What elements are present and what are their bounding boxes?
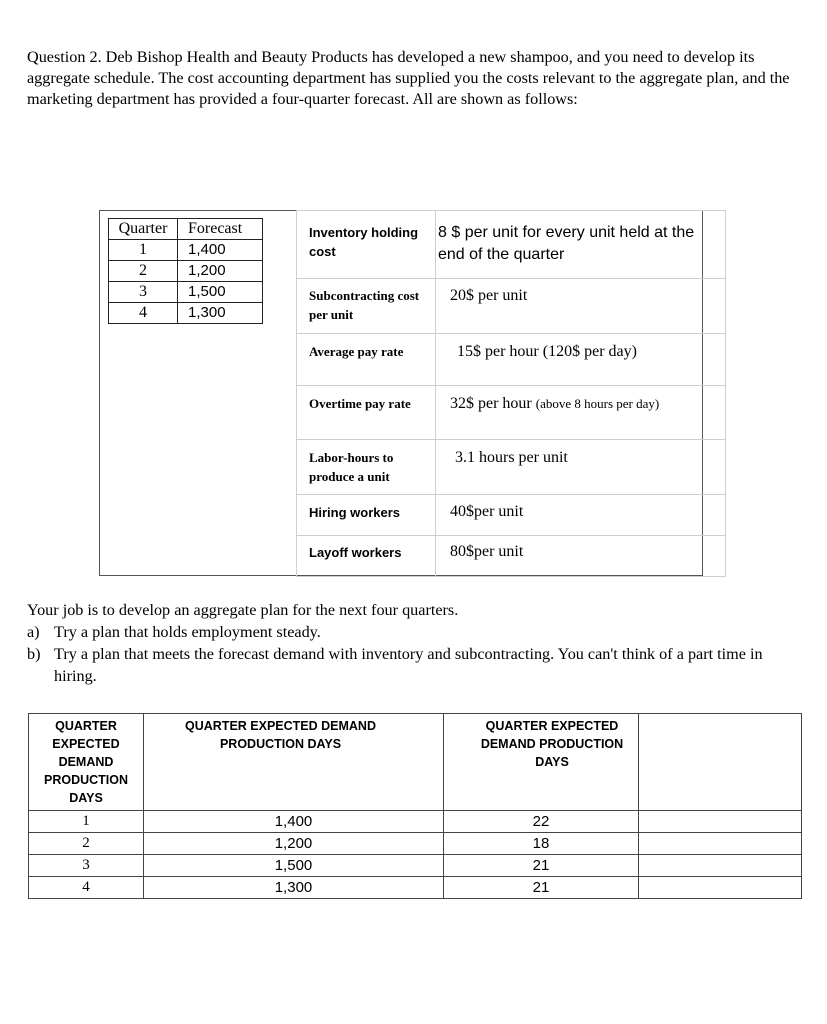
forecast-cell: 1,300 [178, 303, 263, 324]
question-text: Question 2. Deb Bishop Health and Beauty Products has developed a new shampoo, and you need to develop its aggregate schedule. The cost accounting department has supplied you the costs relevant to the aggregate plan, and the marketing department has provided a four-quarter forecast. All are shown as follows: [27, 48, 790, 108]
column-header: QUARTER EXPECTED DEMAND PRODUCTION DAYS [144, 714, 444, 811]
table-row [297, 279, 726, 334]
table-row [297, 440, 726, 495]
cost-value [436, 386, 726, 440]
table-row [297, 211, 726, 279]
quarter-header: Quarter [109, 219, 178, 240]
table-row [297, 334, 726, 386]
cost-value: 8 $ per unit for every unit held at the end of the quarter [436, 211, 726, 279]
quarter-cell: 1 [109, 240, 178, 261]
empty-cell [639, 811, 802, 833]
forecast-header: Forecast [178, 219, 263, 240]
production-days-table [28, 713, 802, 899]
table-row [29, 811, 802, 833]
table-row [109, 261, 263, 282]
days-cell: 21 [444, 877, 639, 899]
days-cell: 18 [444, 833, 639, 855]
quarter-cell: 4 [29, 877, 144, 899]
empty-cell [639, 714, 802, 811]
cost-value: 20$ per unit [436, 279, 726, 334]
empty-cell [639, 833, 802, 855]
column-header: QUARTER EXPECTED DEMAND PRODUCTION DAYS [444, 714, 639, 811]
quarter-cell: 2 [109, 261, 178, 282]
table-row [109, 240, 263, 261]
cost-label: Overtime pay rate [297, 386, 436, 440]
cost-label: Subcontracting cost per unit [297, 279, 436, 334]
cost-label: Hiring workers [297, 495, 436, 536]
quarter-cell: 1 [29, 811, 144, 833]
task-intro: Your job is to develop an aggregate plan for the next four quarters. [27, 601, 459, 619]
overtime-note: (above 8 hours per day) [535, 396, 660, 411]
quarter-cell: 3 [29, 855, 144, 877]
table-row [297, 536, 726, 577]
cost-label: Inventory holding cost [297, 211, 436, 279]
cost-value: 80$per unit [436, 536, 726, 577]
demand-cell: 1,300 [144, 877, 444, 899]
table-row [29, 833, 802, 855]
task-instructions [27, 599, 797, 687]
table-row [29, 877, 802, 899]
overtime-rate: 32$ per hour [450, 395, 532, 412]
quarter-cell: 2 [29, 833, 144, 855]
table-row [297, 386, 726, 440]
cost-value: 3.1 hours per unit [436, 440, 726, 495]
forecast-cell: 1,200 [178, 261, 263, 282]
cost-label: Labor-hours to produce a unit [297, 440, 436, 495]
cost-value: 15$ per hour (120$ per day) [436, 334, 726, 386]
list-marker: a) [27, 623, 40, 641]
quarter-cell: 3 [109, 282, 178, 303]
list-item [27, 643, 797, 687]
quarter-cell: 4 [109, 303, 178, 324]
list-text: Try a plan that holds employment steady. [54, 623, 321, 641]
forecast-cell: 1,500 [178, 282, 263, 303]
table-row [109, 303, 263, 324]
demand-cell: 1,500 [144, 855, 444, 877]
empty-cell [639, 877, 802, 899]
table-row [109, 282, 263, 303]
forecast-cell: 1,400 [178, 240, 263, 261]
days-cell: 21 [444, 855, 639, 877]
forecast-table [108, 218, 263, 324]
list-marker: b) [27, 645, 41, 663]
demand-cell: 1,400 [144, 811, 444, 833]
table-header-row [29, 714, 802, 811]
cost-value: 40$per unit [436, 495, 726, 536]
cost-label: Average pay rate [297, 334, 436, 386]
empty-cell [639, 855, 802, 877]
table-header-row [109, 219, 263, 240]
table-row [29, 855, 802, 877]
cost-table [296, 210, 726, 577]
days-cell: 22 [444, 811, 639, 833]
list-text: Try a plan that meets the forecast demand with inventory and subcontracting. You can't think of a part time in hiring. [54, 645, 763, 685]
demand-cell: 1,200 [144, 833, 444, 855]
table-row [297, 495, 726, 536]
task-list [27, 621, 797, 687]
cost-label: Layoff workers [297, 536, 436, 577]
list-item [27, 621, 797, 643]
column-header: QUARTER EXPECTED DEMAND PRODUCTION DAYS [29, 714, 144, 811]
